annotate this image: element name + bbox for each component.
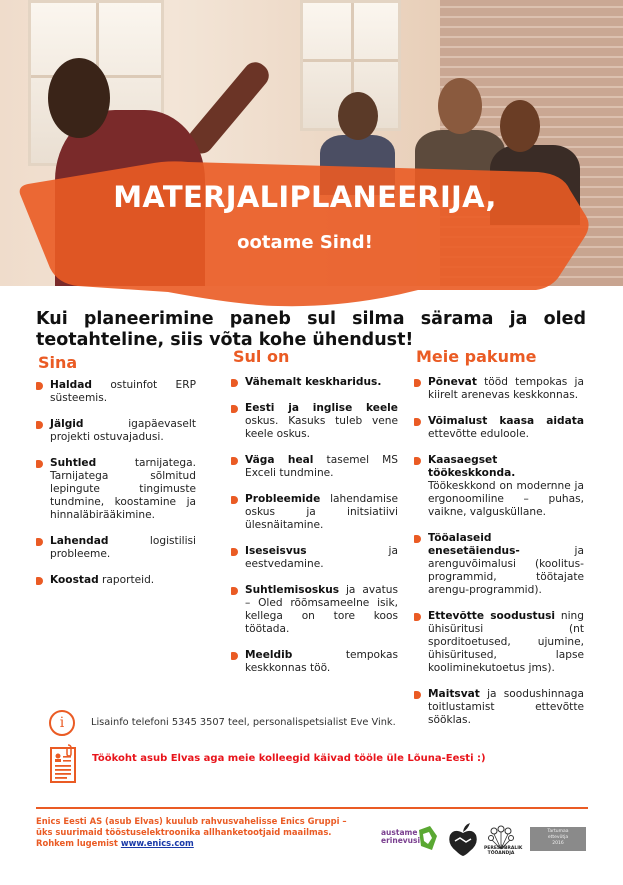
item-text: ja arenguvõimalusi (koolitus-programmid, töötajate arengu-programmid). [428, 545, 584, 596]
title-banner [18, 158, 592, 314]
item-bold: Põnevat [428, 376, 477, 388]
item-bold: Probleemide [245, 493, 321, 505]
item-text: logistilisi probleeme. [50, 535, 196, 560]
contact-text: Lisainfo telefoni 5345 3507 teel, personalispetsialist Eve Vink. [91, 717, 396, 728]
item-text: ettevõtte eduloole. [428, 428, 529, 440]
column-heading: Sul on [233, 347, 290, 366]
bullet-icon [414, 535, 421, 543]
item-text: igapäevaselt projekti ostuvajadusi. [50, 418, 196, 443]
item-text: ja avatus – Oled rõõmsameelne isik, kellega on tore koos töötada. [245, 584, 398, 635]
list-item [414, 454, 584, 519]
footer-line: Enics Eesti AS (asub Elvas) kuulub rahvusvahelisse Enics Gruppi – [36, 816, 347, 826]
column-heading: Sina [38, 353, 78, 372]
item-bold: Võimalust kaasa aidata [428, 415, 584, 427]
list-item [231, 402, 398, 441]
bullet-icon [414, 379, 421, 387]
item-text: ja eestvedamine. [245, 545, 398, 570]
photo-person-head [500, 100, 540, 152]
footer-divider [36, 807, 588, 809]
bullet-icon [231, 379, 238, 387]
badge-text: ettevõtja [547, 835, 569, 840]
item-text: ostuinfot ERP süsteemis. [50, 379, 196, 404]
list-item [36, 418, 196, 444]
apple-handshake-icon [448, 822, 478, 856]
bullet-icon [414, 613, 421, 621]
list-item [414, 610, 584, 675]
list-item [231, 649, 398, 675]
bullet-icon [231, 587, 238, 595]
item-bold: Tööalaseid enesetäiendus- [428, 532, 520, 557]
logo-pere-text [484, 846, 523, 856]
photo-person-head [48, 58, 110, 138]
item-bold: Suhtlemisoskus [245, 584, 340, 596]
item-bold: Koostad [50, 574, 99, 586]
bullet-icon [36, 538, 43, 546]
item-bold: Lahendad [50, 535, 109, 547]
item-bold: Suhtled [50, 457, 97, 469]
item-text: oskus. Kasuks tuleb vene keele oskus. [245, 415, 398, 440]
bullet-icon [36, 460, 43, 468]
bullet-icon [231, 496, 238, 504]
item-text: tarnijatega. Tarnijatega sõlmitud lepingute tingimuste tundmine, koostamine ja hinnaläbirääkimine. [50, 457, 196, 521]
item-text: raporteid. [98, 574, 155, 586]
list-item [414, 415, 584, 441]
location-text: Töökoht asub Elvas aga meie kolleegid käivad tööle üle Lõuna-Eesti :) [92, 753, 486, 764]
job-subtitle: ootame Sind! [237, 232, 373, 253]
item-bold: Eesti ja inglise keele [245, 402, 398, 414]
bullet-icon [231, 652, 238, 660]
list-item [231, 376, 398, 389]
column-sina [36, 353, 196, 600]
list-item [36, 457, 196, 522]
item-text: Töökeskkond on modernne ja ergonoomiline – puhas, vaikne, valgusküllane. [428, 480, 584, 518]
item-bold: Ettevõtte soodustusi [428, 610, 556, 622]
logo-text: PERESÕBRALIK [484, 846, 523, 851]
item-text: ja soodushinnaga toitlustamist ettevõtte sööklas. [428, 688, 584, 726]
contact-info [49, 710, 469, 736]
column-heading: Meie pakume [416, 347, 537, 366]
clipboard-document-icon [49, 744, 77, 784]
list-item [36, 379, 196, 405]
item-text: tasemel MS Exceli tundmine. [245, 454, 398, 479]
item-bold: Haldad [50, 379, 92, 391]
list-item [414, 376, 584, 402]
item-bold: Vähemalt keskharidus. [245, 376, 382, 388]
diversity-mark-icon [416, 826, 438, 852]
bullet-icon [36, 577, 43, 585]
column-sul-on [231, 347, 398, 688]
intro-heading: Kui planeerimine paneb sul silma särama ja oled teotahteline, siis võta kohe ühendust! [36, 309, 586, 350]
photo-person-head [338, 92, 378, 140]
badge-text: Tartumaa [547, 829, 569, 834]
bullet-icon [231, 405, 238, 413]
item-text: lahendamise oskus ja initsiatiivi ülesnäitamine. [245, 493, 398, 531]
list-item [36, 535, 196, 561]
item-text: ning ühisüritusi (nt sporditoetused, ujumine, ühisüritused, lapse kooliminekutoetus jms). [428, 610, 584, 674]
column-meie-pakume [414, 347, 584, 740]
footer-line: üks suurimaid tööstuselektroonika allhanketootjaid maailmas. [36, 827, 332, 837]
bullet-icon [414, 691, 421, 699]
item-text: tempokas keskkonnas töö. [245, 649, 398, 674]
list-item [414, 532, 584, 597]
footer-line [36, 838, 366, 849]
footer-link-prefix: Rohkem lugemist [36, 838, 121, 848]
location-info [49, 744, 529, 784]
bullet-icon [36, 382, 43, 390]
badge-text: 2016 [552, 841, 564, 846]
logo-text: austame [381, 828, 418, 837]
item-bold: Maitsvat [428, 688, 480, 700]
award-badge [530, 827, 586, 851]
list-item [231, 454, 398, 480]
item-bold: Meeldib [245, 649, 293, 661]
list-item [231, 545, 398, 571]
list-item [231, 584, 398, 636]
item-bold: Kaasaegset töökeskkonda. [428, 454, 516, 479]
bullet-icon [414, 457, 421, 465]
item-bold: Väga heal [245, 454, 314, 466]
logo-austame-erinevusi [381, 828, 421, 845]
bullet-icon [231, 457, 238, 465]
item-bold: Iseseisvus [245, 545, 307, 557]
bullet-icon [414, 418, 421, 426]
item-text: tööd tempokas ja kiirelt arenevas keskkonnas. [428, 376, 584, 401]
list-item [36, 574, 196, 587]
logo-text: erinevusi [381, 836, 421, 845]
job-title: MATERJALIPLANEERIJA, [113, 180, 497, 214]
info-icon: i [49, 710, 75, 736]
bullet-icon [231, 548, 238, 556]
website-link[interactable]: www.enics.com [120, 838, 194, 848]
bullet-icon [36, 421, 43, 429]
item-bold: Jälgid [50, 418, 84, 430]
photo-person-head [438, 78, 482, 134]
logo-text: TÖÖANDJA [487, 851, 515, 856]
list-item [231, 493, 398, 532]
company-description [36, 816, 366, 849]
